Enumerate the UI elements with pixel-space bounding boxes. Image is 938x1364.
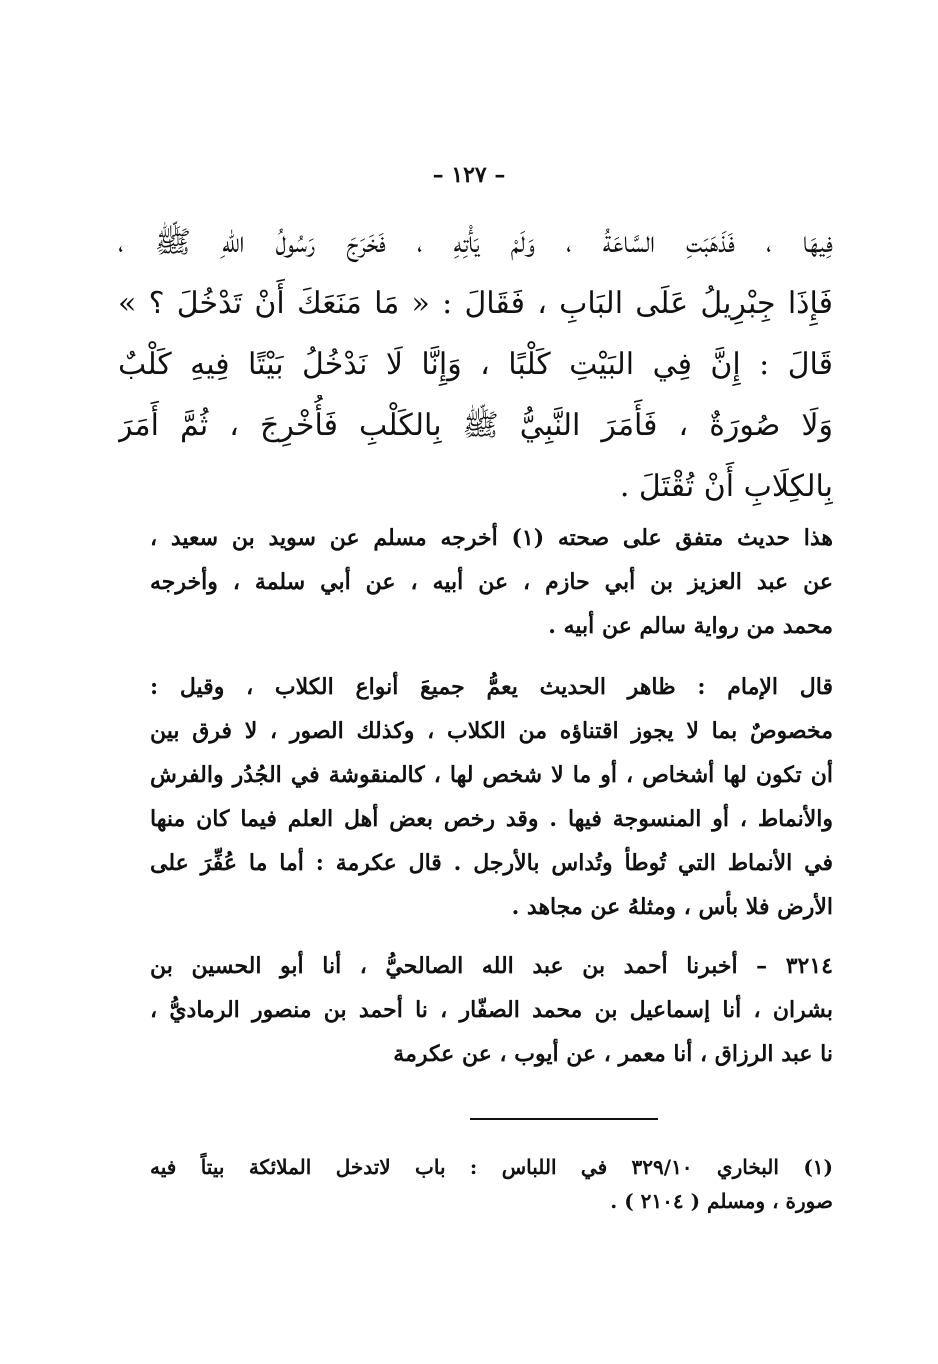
paragraph-line: عن عبد العزيز بن أبي حازم ، عن أبيه ، عن أبي سلمة ، وأخرجه — [150, 569, 833, 595]
hadith-text — [118, 212, 833, 517]
paragraph-line: قال الإمام : ظاهر الحديث يعمُّ جميعَ أنواع الكلاب ، وقيل : — [150, 674, 833, 700]
commentary-paragraph — [150, 665, 833, 929]
hadith-line: وَلَا صُورَةٌ ، فَأَمَرَ النَّبِيُّ ﷺ بِالكَلْبِ فَأُخْرِجَ ، ثُمَّ أَمَرَ — [118, 408, 833, 443]
paragraph-line: الأرض فلا بأس ، ومثلهُ عن مجاهد . — [511, 894, 833, 920]
isnad-paragraph — [150, 944, 833, 1076]
paragraph-line: والأنماط ، أو المنسوجة فيها . وقد رخص بعض أهل العلم فيما كان منها — [150, 806, 833, 832]
footnote — [150, 1150, 833, 1218]
hadith-line: بِالكِلَابِ أَنْ تُقْتَلَ . — [619, 469, 833, 504]
paragraph-line: نا عبد الرزاق ، أنا معمر ، عن أيوب ، عن عكرمة — [393, 1041, 833, 1067]
hadith-line: فِيهَا ، فَذَهَبَتِ السَّاعَةُ ، وَلَمْ يَأْتِهِ ، فَخَرَجَ رَسُولُ اللهِ ﷺ ، — [118, 225, 833, 260]
commentary-paragraph — [150, 516, 833, 648]
paragraph-line: أن تكون لها أشخاص ، أو ما لا شخص لها ، كالمنقوشة في الجُدُر والفرش — [150, 762, 833, 788]
footnote-divider — [470, 1118, 658, 1120]
paragraph-line: هذا حديث متفق على صحته (١) أخرجه مسلم عن سويد بن سعيد ، — [150, 525, 833, 551]
paragraph-line: في الأنماط التي تُوطأ وتُداس بالأرجل . قال عكرمة : أما ما عُفِّرَ على — [150, 850, 833, 876]
paragraph-line: بشران ، أنا إسماعيل بن محمد الصفّار ، نا أحمد بن منصور الرماديُّ ، — [150, 997, 833, 1023]
paragraph-line: محمد من رواية سالم عن أبيه . — [548, 613, 833, 639]
footnote-line: صورة ، ومسلم ( ٢١٠٤ ) . — [610, 1189, 833, 1213]
page-number: – ١٢٧ – — [432, 162, 506, 188]
footnote-line: (١) البخاري ٣٢٩/١٠ في اللباس : باب لاتدخل الملائكة بيتاً فيه — [150, 1155, 833, 1179]
hadith-line: قَالَ : إِنَّ فِي البَيْتِ كَلْبًا ، وَإِنَّا لَا نَدْخُلُ بَيْتًا فِيهِ كَلْبٌ — [118, 347, 833, 382]
hadith-line: فَإِذَا جِبْرِيلُ عَلَى البَابِ ، فَقَالَ : « مَا مَنَعَكَ أَنْ تَدْخُلَ ؟ » — [118, 286, 833, 321]
paragraph-line: ٣٢١٤ – أخبرنا أحمد بن عبد الله الصالحيُّ ، أنا أبو الحسين بن — [150, 953, 833, 979]
paragraph-line: مخصوصٌ بما لا يجوز اقتناؤه من الكلاب ، وكذلك الصور ، لا فرق بين — [150, 718, 833, 744]
